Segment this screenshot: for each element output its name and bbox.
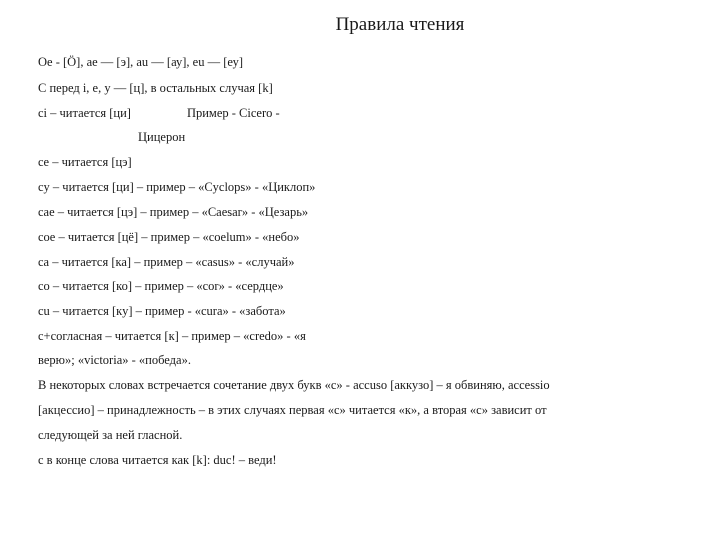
page-title: Правила чтения — [335, 14, 465, 35]
rule-cy: cy – читается [ци] – пример – «Cyclops» - «Циклоп» — [38, 180, 316, 194]
rule-double-c-cont: [акцессио] – принадлежность – в этих случаях первая «с» читается «к», а вторая «с» зависит от — [38, 403, 547, 417]
rule-ce: ce – читается [цэ] — [38, 155, 132, 169]
rule-diphthongs: Oe - [Ö], ae — [э], au — [ау], eu — [еу] — [38, 55, 244, 69]
rule-ci-example: Пример - Cicero - — [186, 106, 280, 120]
rule-ci-text: ci – читается [ци] — [38, 106, 131, 120]
rule-double-c: В некоторых словах встречается сочетание двух букв «с» - accuso [аккузо] – я обвиняю, accessio — [38, 378, 550, 392]
rule-ci-example-translation: Цицерон — [138, 130, 186, 144]
rule-ca: ca – читается [ка] – пример – «casus» - «случай» — [38, 255, 295, 269]
rule-c-before-vowels: С перед i, e, y — [ц], в остальных случая [k] — [38, 81, 273, 95]
rule-cae: cae – читается [цэ] – пример – «Caesar» - «Цезарь» — [38, 205, 309, 219]
rule-c-consonant-cont: верю»; «victoria» - «победа». — [38, 353, 191, 367]
rule-c-final: с в конце слова читается как [k]: duc! – веди! — [38, 453, 277, 467]
rule-double-c-end: следующей за ней гласной. — [38, 428, 183, 442]
rule-cu: cu – читается [ку] – пример - «cura» - «забота» — [38, 304, 286, 318]
rule-coe: coe – читается [цё] – пример – «coelum» - «небо» — [38, 230, 300, 244]
rule-co: co – читается [ко] – пример – «cor» - «сердце» — [38, 279, 284, 293]
rule-ci — [38, 105, 280, 121]
rule-c-consonant: с+согласная – читается [к] – пример – «credo» - «я — [38, 329, 306, 343]
